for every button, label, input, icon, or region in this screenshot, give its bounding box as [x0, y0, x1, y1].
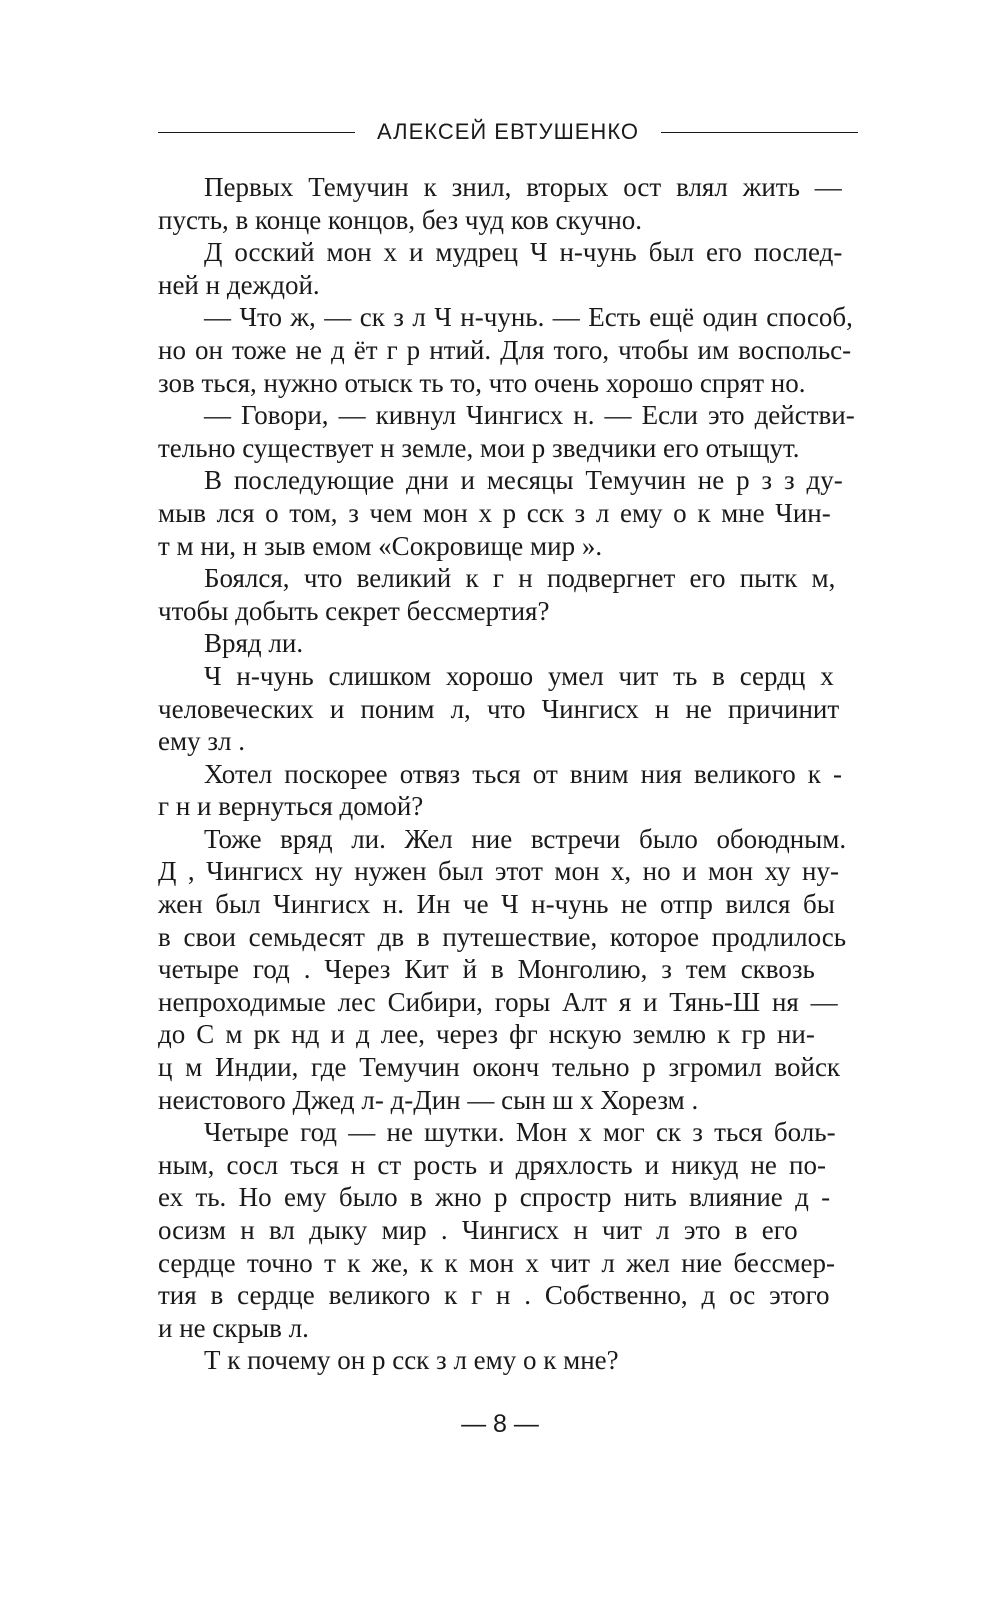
text-line: четыре год . Через Кит й в Монголию, з тем сквозь [158, 954, 815, 985]
text-line: В последующие дни и месяцы Темучин не р з з ду- [204, 465, 843, 496]
text-line: человеческих и поним л, что Чингисх н не причинит [158, 693, 840, 724]
text-line: Д , Чингисх ну нужен был этот мон х, но и мон ху ну- [158, 856, 839, 887]
text-line: Д осский мон х и мудрец Ч н-чунь был его послед- [204, 237, 843, 268]
text-line: тельно существует н земле, мои р зведчики его отыщут. [158, 432, 800, 463]
text-line: — Говори, — кивнул Чингисх н. — Если это действи- [204, 400, 855, 431]
text-line: и не скрыв л. [158, 1312, 309, 1343]
text-line: до С м рк нд и д лее, через фг нскую землю к гр ни- [158, 1019, 815, 1050]
text-line: но он тоже не д ёт г р нтий. Для того, чтобы им воспольс- [158, 334, 852, 365]
text-line: г н и вернуться домой? [158, 791, 424, 822]
author-name: АЛЕКСЕЙ ЕВТУШЕНКО [376, 119, 640, 144]
text-line: неистового Джед л- д-Дин — сын ш х Хорезм . [158, 1084, 699, 1115]
text-line: мыв лся о том, з чем мон х р сск з л ему о к мне Чин- [158, 497, 831, 528]
header-rule-left [158, 132, 355, 133]
text-line: зов ться, нужно отыск ть то, что очень хорошо спрят но. [158, 367, 806, 398]
text-line: Тоже вряд ли. Жел ние встречи было обоюдным. [204, 823, 847, 854]
text-line: Первых Темучин к знил, вторых ост влял жить — [204, 172, 842, 202]
text-line: — Что ж, — ск з л Ч н-чунь. — Есть ещё один способ, [204, 302, 853, 333]
text-line: Четыре год — не шутки. Мон х мог ск з ться боль- [204, 1117, 836, 1148]
page-number: — 8 — [461, 1410, 539, 1438]
text-line: ему зл . [158, 726, 245, 757]
text-line: непроходимые лес Сибири, горы Алт я и Тянь-Ш ня — [158, 986, 838, 1017]
text-line: чтобы добыть секрет бессмертия? [158, 595, 550, 626]
running-header [158, 117, 858, 147]
text-line: Боялся, что великий к г н подвергнет его пытк м, [204, 563, 836, 594]
text-line: ц м Индии, где Темучин оконч тельно р згромил войск [158, 1052, 841, 1083]
text-line: тия в сердце великого к г н . Собственно, д ос этого [158, 1280, 830, 1311]
text-line: Вряд ли. [204, 628, 304, 659]
text-line: в свои семьдесят дв в путешествие, которое продлилось [158, 921, 847, 952]
text-line: Т к почему он р сск з л ему о к мне? [204, 1345, 619, 1376]
text-line: пусть, в конце концов, без чуд ков скучно. [158, 204, 643, 235]
text-line: сердце точно т к же, к к мон х чит л жел ние бессмер- [158, 1247, 836, 1278]
text-line: ным, сосл ться н ст рость и дряхлость и никуд не по- [158, 1149, 826, 1180]
text-line: Хотел поскорее отвяз ться от вним ния великого к - [204, 758, 842, 789]
text-line: жен был Чингисх н. Ин че Ч н-чунь не отпр вился бы [158, 889, 835, 920]
text-line: осизм н вл дыку мир . Чингисх н чит л это в его [158, 1215, 798, 1245]
text-line: Ч н-чунь слишком хорошо умел чит ть в сердц х [204, 660, 834, 691]
text-line: т м ни, н зыв емом «Сокровище мир ». [158, 530, 603, 561]
header-rule-right [661, 132, 858, 133]
text-line: ней н деждой. [158, 269, 320, 300]
body-text [158, 171, 858, 1377]
text-line: ех ть. Но ему было в жно р спростр нить влияние д - [158, 1182, 831, 1213]
